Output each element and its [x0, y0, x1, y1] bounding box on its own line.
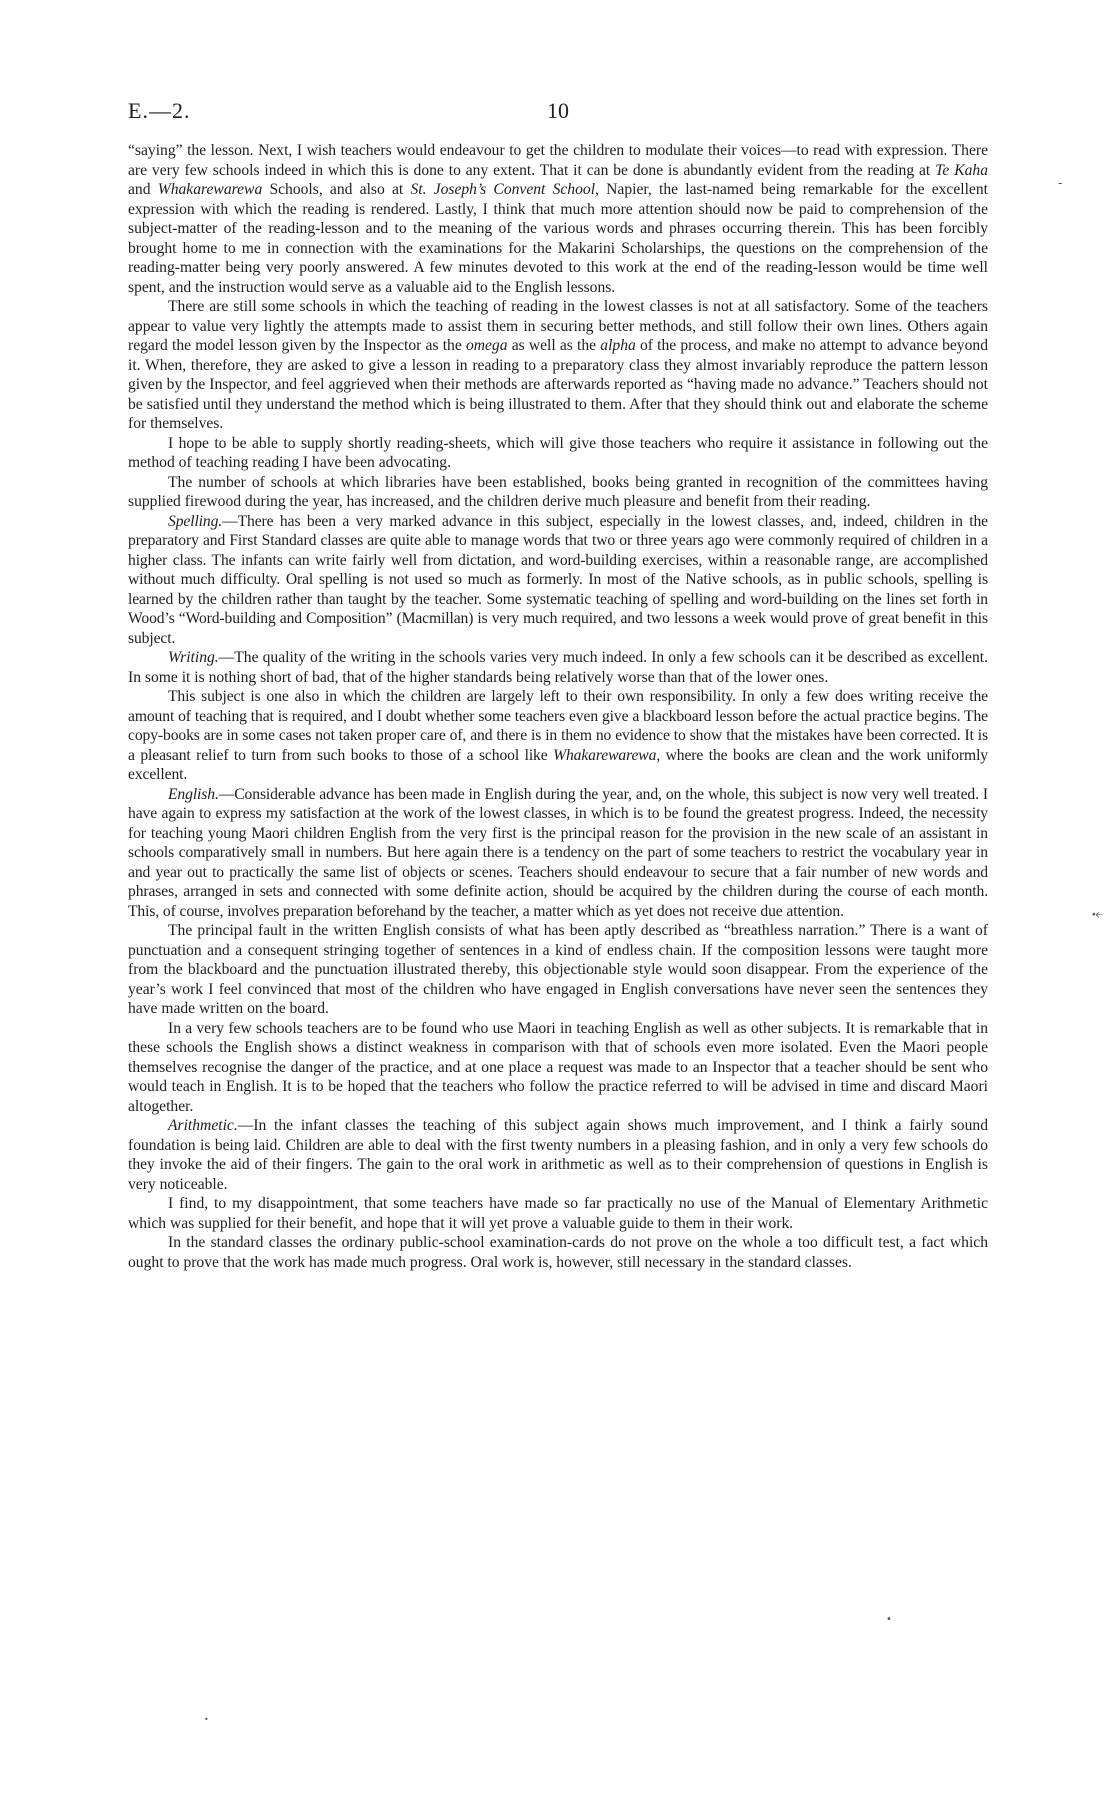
- paragraph-writing: [128, 648, 988, 687]
- text-run: , Napier, the last-named being remarkable for the excellent expression with which the reading is rendered. Lastly, I think that much more attention should now be paid to comprehension of the subject-matter of the reading-lesson and to the meaning of the various words and phrases occurring therein. This has been forcibly brought home to me in connection with the examinations for the Makarini Scholarships, the questions on the comprehension of the reading-matter being very poorly answered. A few minutes devoted to this work at the end of the reading-lesson would be time well spent, and the instruction would serve as a valuable aid to the English lessons.: [128, 181, 988, 296]
- italic-phrase: Arithmetic.: [168, 1117, 238, 1134]
- page-header: [128, 98, 988, 128]
- text-run: “saying” the lesson. Next, I wish teachers would endeavour to get the children to modulate their voices—to read with expression. There are very few schools indeed in which this is done to any extent. That it can be done is abundantly evident from the reading at: [128, 142, 988, 179]
- margin-dash-mark: -: [1058, 176, 1063, 190]
- text-run: The number of schools at which libraries have been established, books being granted in recognition of the committees having supplied firewood during the year, has increased, and the children derive much pleasure and benefit from their reading.: [128, 473, 988, 510]
- text-run: In the standard classes the ordinary public-school examination-cards do not prove on the whole a too difficult test, a fact which ought to prove that the work has made much progress. Oral work is, however, still necessary in the standard classes.: [128, 1234, 988, 1271]
- text-run: and: [128, 181, 158, 198]
- text-run: —The quality of the writing in the schools varies very much indeed. In only a few schools can it be described as excellent. In some it is nothing short of bad, that of the higher standards being relatively worse than that of the lower ones.: [128, 649, 988, 686]
- text-run: In a very few schools teachers are to be found who use Maori in teaching English as well as other subjects. It is remarkable that in these schools the English shows a distinct weakness in comparison with that of schools even more isolated. Even the Maori people themselves recognise the danger of the practice, and at one place a request was made to an Inspector that a teacher should be sent who would teach in English. It is to be hoped that the teachers who follow the practice referred to will be advised in time and discard Maori altogether.: [128, 1019, 988, 1115]
- italic-phrase: Whakarewarewa: [553, 746, 657, 764]
- paragraph-spelling: [128, 512, 988, 649]
- body-text: [128, 141, 988, 1272]
- text-run: The principal fault in the written English consists of what has been aptly described as “breathless narration.” There is a want of punctuation and a consequent stringing together of sentences in a kind of endless chain. If the composition lessons were taught more from the blackboard and the punctuation illustrated thereby, this objectionable style would soon disappear. From the experience of the year’s work I feel convinced that most of the children who have engaged in English conversations have never seen the sentences they have made written on the board.: [128, 922, 988, 1017]
- italic-phrase: Spelling.: [168, 512, 223, 530]
- paragraph-reading-lowest-classes: [128, 297, 988, 434]
- italic-phrase: Te Kaha: [935, 161, 988, 179]
- paragraph-arithmetic-manual: [128, 1194, 988, 1233]
- stray-dot-mark: •: [886, 1614, 892, 1625]
- text-run: , where the books are clean and the work uniformly excellent.: [128, 746, 988, 783]
- italic-phrase: English.: [168, 785, 219, 803]
- text-run: of the process, and make no attempt to advance beyond it. When, therefore, they are asked to give a lesson in reading to a preparatory class they almost invariably reproduce the pattern lesson given by the Inspector, and feel aggrieved when their methods are afterwards reported as “having made no advance.” Teachers should not be satisfied until they understand the method which is being illustrated to them. After that they should think out and elaborate the scheme for themselves.: [128, 337, 988, 432]
- text-run: This subject is one also in which the children are largely left to their own responsibility. In only a few does writing receive the amount of teaching that is required, and I doubt whether some teachers even give a blackboard lesson before the actual practice begins. The copy-books are in some cases not taken proper care of, and there is in them no evidence to show that the mistakes have been corrected. It is a pleasant relief to turn from such books to those of a school like: [128, 688, 988, 764]
- text-run: Schools, and also at: [262, 181, 411, 198]
- text-run: —There has been a very marked advance in this subject, especially in the lowest classes, and, indeed, children in the preparatory and First Standard classes are quite able to manage words that two or three years ago were commonly required of children in a higher class. The infants can write fairly well from dictation, and word-building exercises, within a reasonable range, are accomplished without much difficulty. Oral spelling is not used so much as formerly. In most of the Native schools, as in public schools, spelling is learned by the children rather than taught by the teacher. Some systematic teaching of spelling and word-building on the lines set forth in Wood’s “Word-building and Composition” (Macmillan) is very much required, and two lessons a week would prove of great benefit in this subject.: [128, 512, 988, 647]
- document-reference: E.—2.: [128, 98, 191, 123]
- paragraph-reading-expression: [128, 141, 988, 297]
- paragraph-reading-sheets: [128, 434, 988, 473]
- italic-phrase: alpha: [600, 337, 636, 354]
- paragraph-arithmetic: [128, 1116, 988, 1194]
- italic-phrase: Whakarewarewa: [157, 181, 263, 198]
- italic-phrase: Writing.: [168, 649, 219, 666]
- paragraph-english: [128, 785, 988, 922]
- paragraph-writing-responsibility: [128, 687, 988, 785]
- paragraph-standard-classes: [128, 1233, 988, 1272]
- italic-phrase: St. Joseph’s Convent School: [410, 181, 596, 198]
- page-number: 10: [547, 98, 569, 123]
- text-run: —Considerable advance has been made in English during the year, and, on the whole, this subject is now very well treated. I have again to express my satisfaction at the work of the lowest classes, in which is to be found the greatest progress. Indeed, the necessity for teaching young Maori children English from the very first is the principal reason for the provision in the new scale of an assistant in schools comparatively small in numbers. But here again there is a tendency on the part of some teachers to restrict the vocabulary year in and year out to practically the same list of objects or scenes. Teachers should endeavour to secure that a fair number of new words and phrases, arranged in sets and connected with some definite action, should be acquired by the children during the course of each month. This, of course, involves preparation beforehand by the teacher, a matter which as yet does not receive due attention.: [128, 785, 988, 920]
- margin-arrow-mark: ⤝: [1092, 906, 1104, 922]
- stray-dot-mark-lower: •: [204, 1715, 209, 1724]
- text-run: as well as the: [507, 337, 601, 354]
- text-run: I hope to be able to supply shortly reading-sheets, which will give those teachers who require it assistance in following out the method of teaching reading I have been advocating.: [128, 434, 988, 471]
- paragraph-libraries: [128, 473, 988, 512]
- italic-phrase: omega: [465, 337, 508, 354]
- paragraph-maori-in-teaching: [128, 1019, 988, 1117]
- text-run: I find, to my disappointment, that some teachers have made so far practically no use of the Manual of Elementary Arithmetic which was supplied for their benefit, and hope that it will yet prove a valuable guide to them in their work.: [128, 1195, 988, 1232]
- text-run: —In the infant classes the teaching of this subject again shows much improvement, and I think a fairly sound foundation is being laid. Children are able to deal with the first twenty numbers in a pleasing fashion, and in only a very few schools do they invoke the aid of their fingers. The gain to the oral work in arithmetic as well as to their comprehension of questions in English is very noticeable.: [128, 1117, 988, 1193]
- paragraph-written-english-fault: [128, 921, 988, 1019]
- text-run: There are still some schools in which the teaching of reading in the lowest classes is not at all satisfactory. Some of the teachers appear to value very lightly the attempts made to assist them in securing better methods, and still follow their own lines. Others again regard the model lesson given by the Inspector as the: [128, 298, 988, 354]
